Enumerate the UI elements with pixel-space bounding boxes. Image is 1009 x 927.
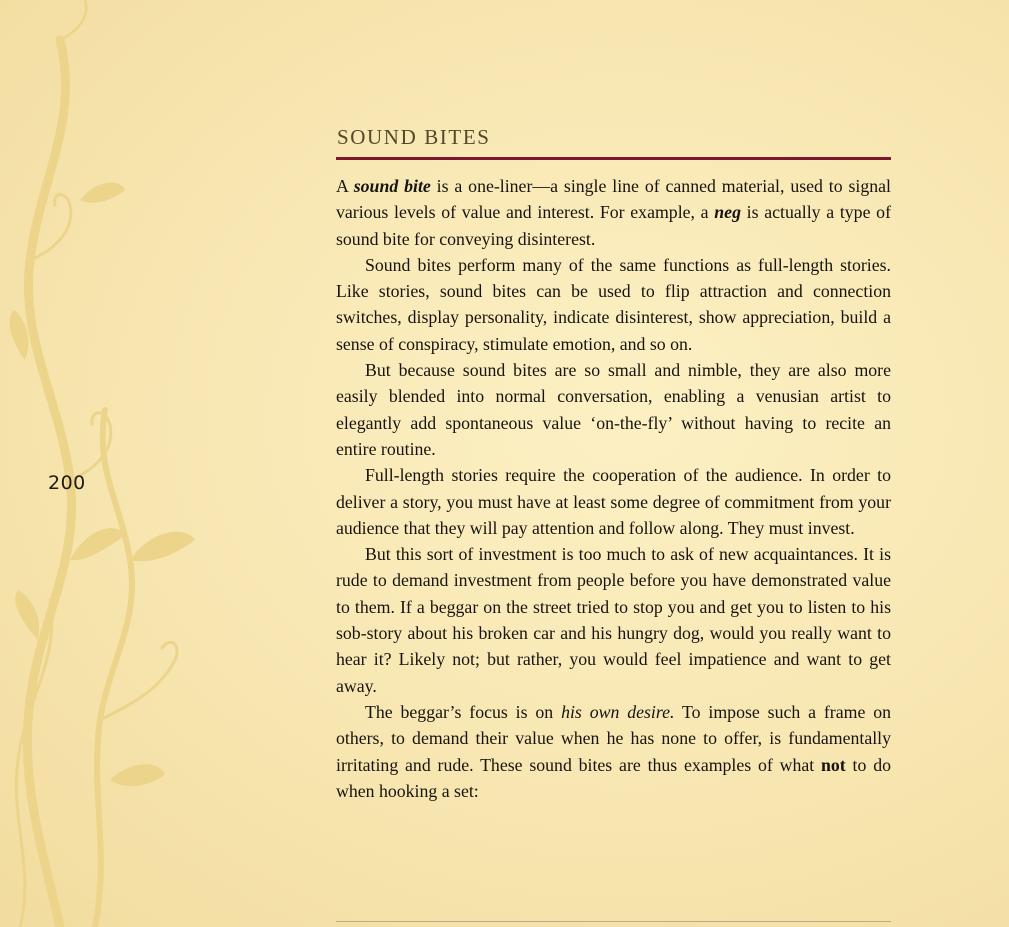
section-title: SOUND BITES (337, 125, 491, 149)
vine-leaf-6 (10, 310, 29, 360)
vine-leaf-3 (15, 590, 39, 640)
paragraph-6-text-a: The beggar’s focus is on (365, 701, 562, 722)
paragraph-1-text-a: A (336, 176, 354, 196)
paragraph-1-text-b: is a one-liner—a single line of canned material, used to signal various levels of value and interest. For example, a (336, 176, 891, 223)
vine-leaf-1 (130, 532, 195, 561)
vine-tendril-4 (60, 0, 86, 40)
paragraph-5: But this sort of investment is too much to ask of new acquaintances. It is rude to demand investment from people before you have demonstrated value to them. If a beggar on the street tried to stop you and get you to listen to his sob-story about his broken car and his hungry dog, would you really want to hear it? Likely not; but rather, you would feel impatience and want to get away. (336, 544, 891, 696)
emphasis-not: not (821, 754, 846, 775)
vine-leaf-2 (70, 528, 125, 560)
vine-stem-secondary (95, 410, 132, 927)
paragraph-4: Full-length stories require the cooperation of the audience. In order to deliver a story, you must have at least some degree of commitment from your audience that they will pay attention and follow along. They must invest. (336, 465, 891, 538)
paragraph-1 (336, 173, 891, 252)
term-sound-bite: sound bite (353, 176, 431, 196)
vine-leaf-4 (80, 183, 125, 203)
bottom-rule (336, 921, 891, 922)
term-neg: neg (714, 202, 741, 223)
paragraph-2: Sound bites perform many of the same functions as full-length stories. Like stories, sound bites can be used to flip attraction and connection switches, display personality, indicate disinterest, show appreciation, build a sense of conspiracy, stimulate emotion, and so on. (336, 254, 891, 354)
paragraph-6-text-c: to do when hooking a set: (336, 754, 891, 801)
decorative-vine-ornament (0, 0, 260, 927)
page-number: 200 (48, 472, 86, 494)
paragraph-3: But because sound bites are so small and nimble, they are also more easily blended into normal conversation, enabling a venusian artist to elegantly add spontaneous value ‘on-the-fly’ without having to recite an entire routine. (336, 360, 891, 459)
paragraph-1-text-c: is actually a type of sound bite for conveying disinterest. (336, 202, 891, 249)
paragraph-6 (336, 699, 891, 804)
emphasis-his-own-desire: his own desire. (561, 701, 675, 722)
vine-leaf-5 (110, 764, 165, 786)
paragraph-6-text-b: To impose such a frame on others, to demand their value when he has none to offer, is fundamentally irritating and rude. These sound bites are thus examples of what (336, 701, 891, 775)
title-rule (336, 157, 891, 160)
body-text (336, 173, 891, 804)
